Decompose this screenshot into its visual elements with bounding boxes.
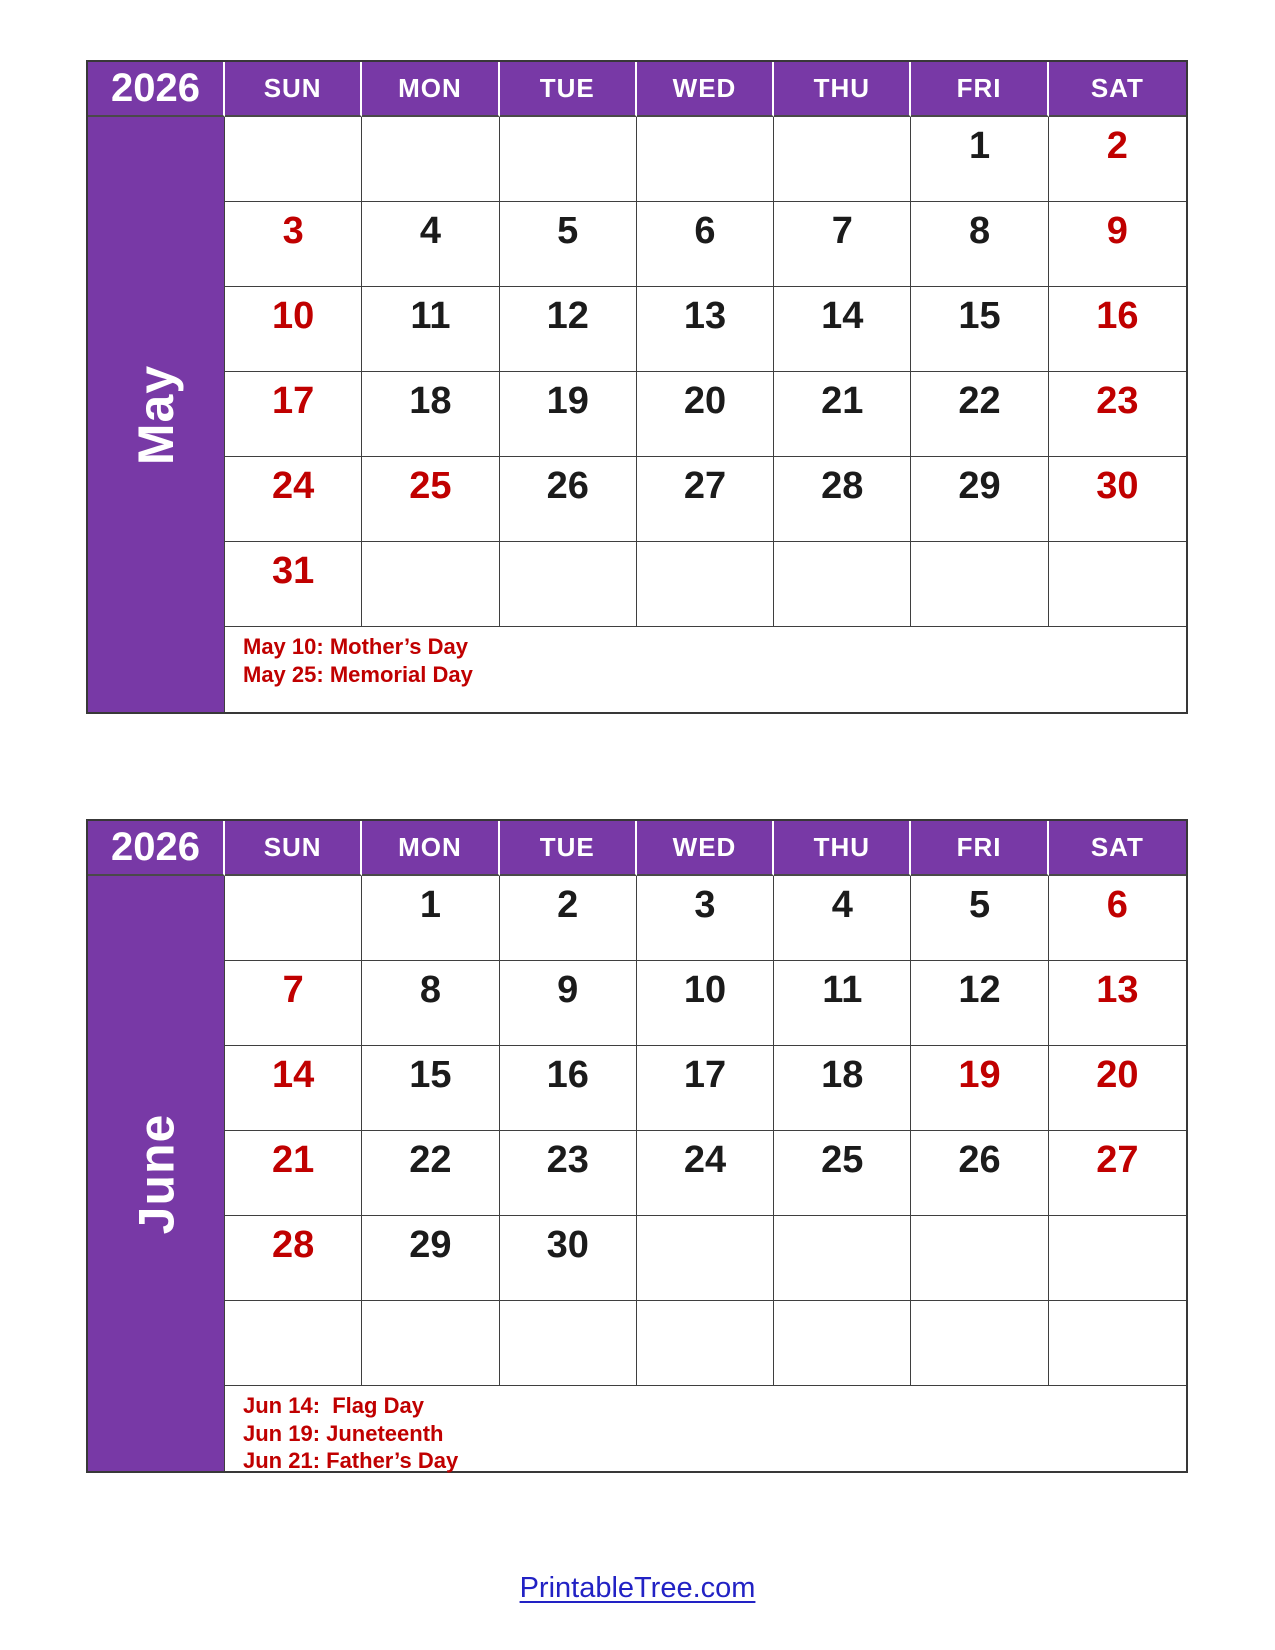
day-cell-june-12: 12 — [911, 961, 1048, 1046]
day-cell-may-31: 31 — [225, 542, 362, 627]
holiday-line: May 10: Mother’s Day — [243, 634, 468, 659]
day-cell-june-29: 29 — [362, 1216, 499, 1301]
day-cell-may-14: 14 — [774, 287, 911, 372]
day-cell-june-23: 23 — [500, 1131, 637, 1216]
dow-header-tue: TUE — [500, 62, 637, 117]
year-label: 2026 — [88, 62, 225, 117]
day-cell-empty — [1049, 1216, 1186, 1301]
day-cell-june-25: 25 — [774, 1131, 911, 1216]
day-cell-june-24: 24 — [637, 1131, 774, 1216]
day-cell-june-4: 4 — [774, 876, 911, 961]
day-cell-may-28: 28 — [774, 457, 911, 542]
day-cell-may-13: 13 — [637, 287, 774, 372]
day-cell-june-30: 30 — [500, 1216, 637, 1301]
day-cell-june-9: 9 — [500, 961, 637, 1046]
day-cell-empty — [225, 117, 362, 202]
day-cell-may-2: 2 — [1049, 117, 1186, 202]
day-cell-empty — [637, 542, 774, 627]
day-cell-may-27: 27 — [637, 457, 774, 542]
day-cell-june-17: 17 — [637, 1046, 774, 1131]
day-cell-may-15: 15 — [911, 287, 1048, 372]
day-cell-may-22: 22 — [911, 372, 1048, 457]
day-cell-may-25: 25 — [362, 457, 499, 542]
day-cell-june-22: 22 — [362, 1131, 499, 1216]
dow-header-thu: THU — [774, 62, 911, 117]
day-cell-june-20: 20 — [1049, 1046, 1186, 1131]
month-label: June — [127, 1113, 184, 1234]
day-cell-empty — [362, 1301, 499, 1386]
month-band — [88, 117, 225, 712]
dow-header-thu: THU — [774, 821, 911, 876]
day-cell-june-21: 21 — [225, 1131, 362, 1216]
dow-header-sat: SAT — [1049, 62, 1186, 117]
day-cell-june-7: 7 — [225, 961, 362, 1046]
day-cell-june-11: 11 — [774, 961, 911, 1046]
day-cell-june-27: 27 — [1049, 1131, 1186, 1216]
day-cell-empty — [500, 117, 637, 202]
month-label: May — [127, 364, 184, 465]
day-cell-may-16: 16 — [1049, 287, 1186, 372]
day-cell-empty — [911, 1301, 1048, 1386]
dow-header-sun: SUN — [225, 821, 362, 876]
footer — [0, 1572, 1275, 1605]
dow-header-tue: TUE — [500, 821, 637, 876]
day-cell-empty — [774, 542, 911, 627]
day-cell-may-9: 9 — [1049, 202, 1186, 287]
holiday-line: Jun 19: Juneteenth — [243, 1420, 444, 1446]
day-cell-may-12: 12 — [500, 287, 637, 372]
day-cell-may-19: 19 — [500, 372, 637, 457]
day-cell-may-21: 21 — [774, 372, 911, 457]
day-cell-june-5: 5 — [911, 876, 1048, 961]
dow-header-sat: SAT — [1049, 821, 1186, 876]
day-cell-may-30: 30 — [1049, 457, 1186, 542]
holiday-line: Jun 21: Father’s Day — [243, 1448, 459, 1473]
day-cell-empty — [911, 1216, 1048, 1301]
day-cell-may-23: 23 — [1049, 372, 1186, 457]
calendar-grid — [86, 819, 1188, 1473]
day-cell-may-17: 17 — [225, 372, 362, 457]
day-cell-empty — [225, 1301, 362, 1386]
day-cell-june-6: 6 — [1049, 876, 1186, 961]
day-cell-june-8: 8 — [362, 961, 499, 1046]
dow-header-fri: FRI — [911, 62, 1048, 117]
footer-link[interactable]: PrintableTree.com — [519, 1572, 756, 1604]
day-cell-june-13: 13 — [1049, 961, 1186, 1046]
day-cell-june-28: 28 — [225, 1216, 362, 1301]
day-cell-june-3: 3 — [637, 876, 774, 961]
day-cell-empty — [500, 542, 637, 627]
day-cell-may-7: 7 — [774, 202, 911, 287]
day-cell-june-2: 2 — [500, 876, 637, 961]
day-cell-may-5: 5 — [500, 202, 637, 287]
day-cell-empty — [1049, 1301, 1186, 1386]
day-cell-empty — [362, 117, 499, 202]
day-cell-may-18: 18 — [362, 372, 499, 457]
day-cell-empty — [637, 1216, 774, 1301]
dow-header-mon: MON — [362, 62, 499, 117]
holiday-line: May 25: Memorial Day — [243, 661, 473, 687]
day-cell-may-4: 4 — [362, 202, 499, 287]
year-label: 2026 — [88, 821, 225, 876]
day-cell-june-19: 19 — [911, 1046, 1048, 1131]
day-cell-empty — [500, 1301, 637, 1386]
day-cell-may-3: 3 — [225, 202, 362, 287]
day-cell-may-20: 20 — [637, 372, 774, 457]
day-cell-empty — [774, 117, 911, 202]
dow-header-fri: FRI — [911, 821, 1048, 876]
month-band — [88, 876, 225, 1471]
holiday-panel — [225, 627, 1186, 712]
day-cell-june-26: 26 — [911, 1131, 1048, 1216]
day-cell-empty — [774, 1301, 911, 1386]
day-cell-may-11: 11 — [362, 287, 499, 372]
dow-header-sun: SUN — [225, 62, 362, 117]
day-cell-may-10: 10 — [225, 287, 362, 372]
day-cell-june-15: 15 — [362, 1046, 499, 1131]
day-cell-empty — [225, 876, 362, 961]
holiday-line: Jun 14: Flag Day — [243, 1393, 424, 1418]
day-cell-empty — [637, 1301, 774, 1386]
dow-header-wed: WED — [637, 821, 774, 876]
calendar-june — [86, 819, 1188, 1473]
day-cell-june-10: 10 — [637, 961, 774, 1046]
dow-header-wed: WED — [637, 62, 774, 117]
day-cell-empty — [362, 542, 499, 627]
day-cell-empty — [911, 542, 1048, 627]
holiday-panel — [225, 1386, 1186, 1471]
day-cell-june-14: 14 — [225, 1046, 362, 1131]
day-cell-may-8: 8 — [911, 202, 1048, 287]
day-cell-may-24: 24 — [225, 457, 362, 542]
day-cell-june-18: 18 — [774, 1046, 911, 1131]
day-cell-may-1: 1 — [911, 117, 1048, 202]
dow-header-mon: MON — [362, 821, 499, 876]
day-cell-may-26: 26 — [500, 457, 637, 542]
day-cell-empty — [637, 117, 774, 202]
calendar-grid — [86, 60, 1188, 714]
day-cell-empty — [1049, 542, 1186, 627]
day-cell-empty — [774, 1216, 911, 1301]
calendar-may — [86, 60, 1188, 714]
day-cell-may-6: 6 — [637, 202, 774, 287]
day-cell-june-1: 1 — [362, 876, 499, 961]
day-cell-may-29: 29 — [911, 457, 1048, 542]
day-cell-june-16: 16 — [500, 1046, 637, 1131]
